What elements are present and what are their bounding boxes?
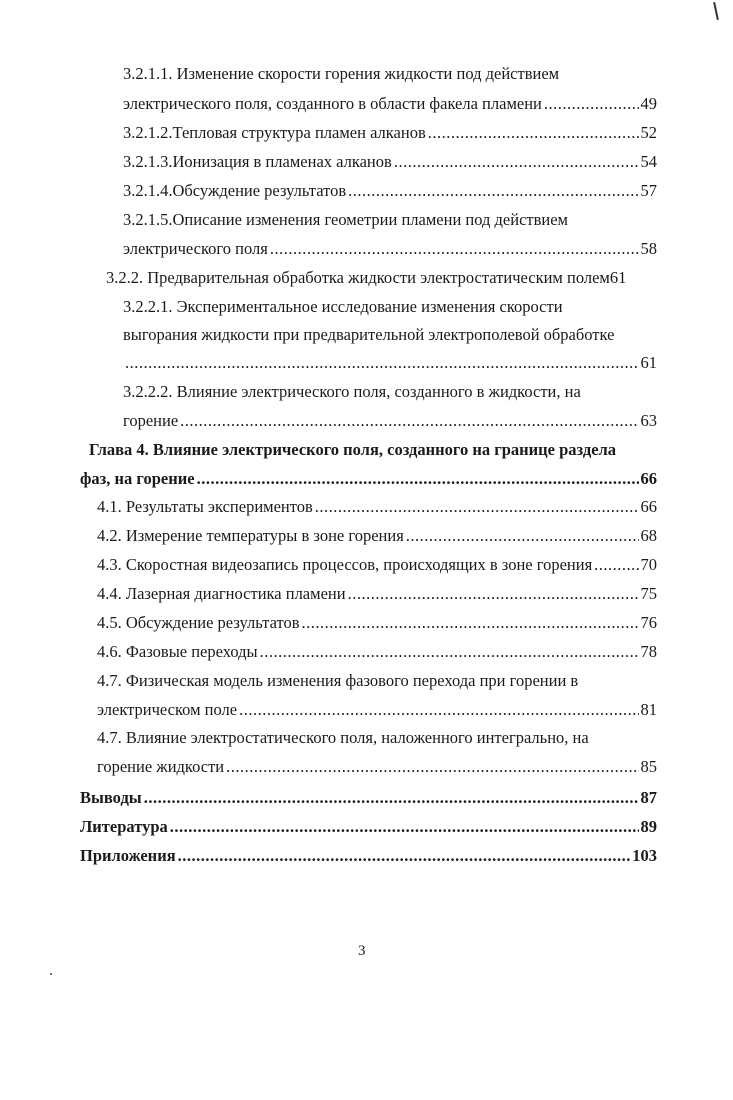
toc-entry-title: 4.1. Результаты экспериментов — [97, 497, 313, 516]
toc-entry-title: 4.2. Измерение температуры в зоне горения — [97, 526, 404, 545]
dot-leader — [125, 353, 639, 373]
toc-entry-3-2-1-5-line1: 3.2.1.5.Описание изменения геометрии пламени под действием — [123, 210, 568, 229]
dot-leader — [302, 613, 639, 633]
toc-page-number: 57 — [640, 181, 657, 200]
toc-page-number: 75 — [640, 584, 657, 603]
toc-entry-3-2-2-2[interactable] — [123, 411, 657, 431]
dot-leader — [348, 584, 639, 604]
dot-leader — [144, 788, 639, 808]
toc-literature[interactable] — [80, 817, 657, 837]
toc-entry-title: 4.5. Обсуждение результатов — [97, 613, 300, 632]
toc-page-number: 58 — [640, 239, 657, 258]
toc-entry-title: Приложения — [80, 846, 176, 865]
toc-entry-title: 3.2.1.2.Тепловая структура пламен алканов — [123, 123, 426, 142]
toc-entry-3-2-2-1-line2: выгорания жидкости при предварительной электрополевой обработке — [123, 325, 615, 344]
toc-page-number: 87 — [640, 788, 657, 807]
toc-entry-title: горение — [123, 411, 179, 430]
toc-page-number: 85 — [640, 757, 657, 776]
toc-page-number: 103 — [632, 846, 657, 865]
toc-page-number: 68 — [640, 526, 657, 545]
toc-entry-title: Литература — [80, 817, 168, 836]
toc-page-number: 61 — [640, 353, 657, 372]
toc-page-number: 89 — [640, 817, 657, 836]
toc-page-number: 54 — [640, 152, 657, 171]
dot-leader — [406, 526, 639, 546]
toc-entry-3-2-1-1[interactable] — [123, 94, 657, 114]
toc-entry-3-2-2-1-line1: 3.2.2.1. Экспериментальное исследование изменения скорости — [123, 297, 563, 316]
toc-entry-4-7a-line1: 4.7. Физическая модель изменения фазового перехода при горении в — [97, 671, 579, 690]
dot-leader — [315, 497, 639, 517]
toc-entry-4-5[interactable] — [97, 613, 657, 633]
toc-page-number: 63 — [640, 411, 657, 430]
toc-appendices[interactable] — [80, 846, 657, 866]
dot-leader — [170, 817, 639, 837]
toc-page-number: 76 — [640, 613, 657, 632]
dot-leader — [180, 411, 638, 431]
toc-page-number: 66 — [640, 469, 657, 488]
dot-leader — [239, 700, 638, 720]
toc-page-number: 78 — [640, 642, 657, 661]
toc-entry-3-2-1-1-line1: 3.2.1.1. Изменение скорости горения жидкости под действием — [123, 64, 560, 83]
toc-entry-4-3[interactable] — [97, 555, 657, 575]
toc-entry-title: горение жидкости — [97, 757, 225, 776]
dot-leader — [544, 94, 639, 114]
toc-entry-title: фаз, на горение — [80, 469, 195, 488]
toc-entry-title: Выводы — [80, 788, 142, 807]
toc-entry-3-2-2-1[interactable] — [123, 353, 657, 373]
toc-entry-title: электрическом поле — [97, 700, 238, 719]
dot-leader — [197, 469, 639, 489]
toc-page-number: 61 — [609, 268, 627, 287]
dot-leader — [270, 239, 639, 259]
toc-page-number: 49 — [640, 94, 657, 113]
dot-leader — [428, 123, 639, 143]
scan-speck — [50, 973, 52, 975]
toc-entry-title: 4.4. Лазерная диагностика пламени — [97, 584, 346, 603]
toc-entry-4-4[interactable] — [97, 584, 657, 604]
dot-leader — [394, 152, 639, 172]
toc-entry-title: 4.3. Скоростная видеозапись процессов, происходящих в зоне горения — [97, 555, 593, 574]
toc-entry-4-7a[interactable] — [97, 700, 657, 720]
toc-entry-3-2-1-3[interactable] — [123, 152, 657, 172]
toc-entry-3-2-2-2-line1: 3.2.2.2. Влияние электрического поля, созданного в жидкости, на — [123, 382, 581, 401]
toc-entry-title: 4.6. Фазовые переходы — [97, 642, 258, 661]
dot-leader — [594, 555, 638, 575]
toc-conclusions[interactable] — [80, 788, 657, 808]
toc-page-number: 52 — [640, 123, 657, 142]
toc-page-number: 66 — [640, 497, 657, 516]
page-number: 3 — [358, 943, 366, 959]
dot-leader — [260, 642, 639, 662]
toc-entry-title: 3.2.1.3.Ионизация в пламенах алканов — [123, 152, 392, 171]
toc-entry-4-7b-line1: 4.7. Влияние электростатического поля, наложенного интегрально, на — [97, 728, 589, 747]
scan-mark — [713, 2, 719, 20]
toc-entry-title: 3.2.2. Предварительная обработка жидкости электростатическим полем — [106, 268, 610, 287]
toc-entry-title: 3.2.1.4.Обсуждение результатов — [123, 181, 347, 200]
toc-page-number: 70 — [640, 555, 657, 574]
toc-entry-4-2[interactable] — [97, 526, 657, 546]
toc-chapter-4[interactable] — [80, 469, 657, 489]
toc-entry-3-2-1-2[interactable] — [123, 123, 657, 143]
toc-chapter-4-line1: Глава 4. Влияние электрического поля, созданного на границе раздела — [89, 440, 617, 459]
toc-page-number: 81 — [640, 700, 657, 719]
toc-entry-4-1[interactable] — [97, 497, 657, 517]
toc-entry-3-2-2[interactable] — [106, 268, 657, 288]
toc-entry-3-2-1-4[interactable] — [123, 181, 657, 201]
dot-leader — [178, 846, 631, 866]
dot-leader — [226, 757, 638, 777]
toc-entry-4-7b[interactable] — [97, 757, 657, 777]
toc-entry-4-6[interactable] — [97, 642, 657, 662]
toc-entry-title: электрического поля, созданного в области факела пламени — [123, 94, 542, 113]
dot-leader — [348, 181, 638, 201]
toc-entry-title: электрического поля — [123, 239, 268, 258]
toc-entry-3-2-1-5[interactable] — [123, 239, 657, 259]
